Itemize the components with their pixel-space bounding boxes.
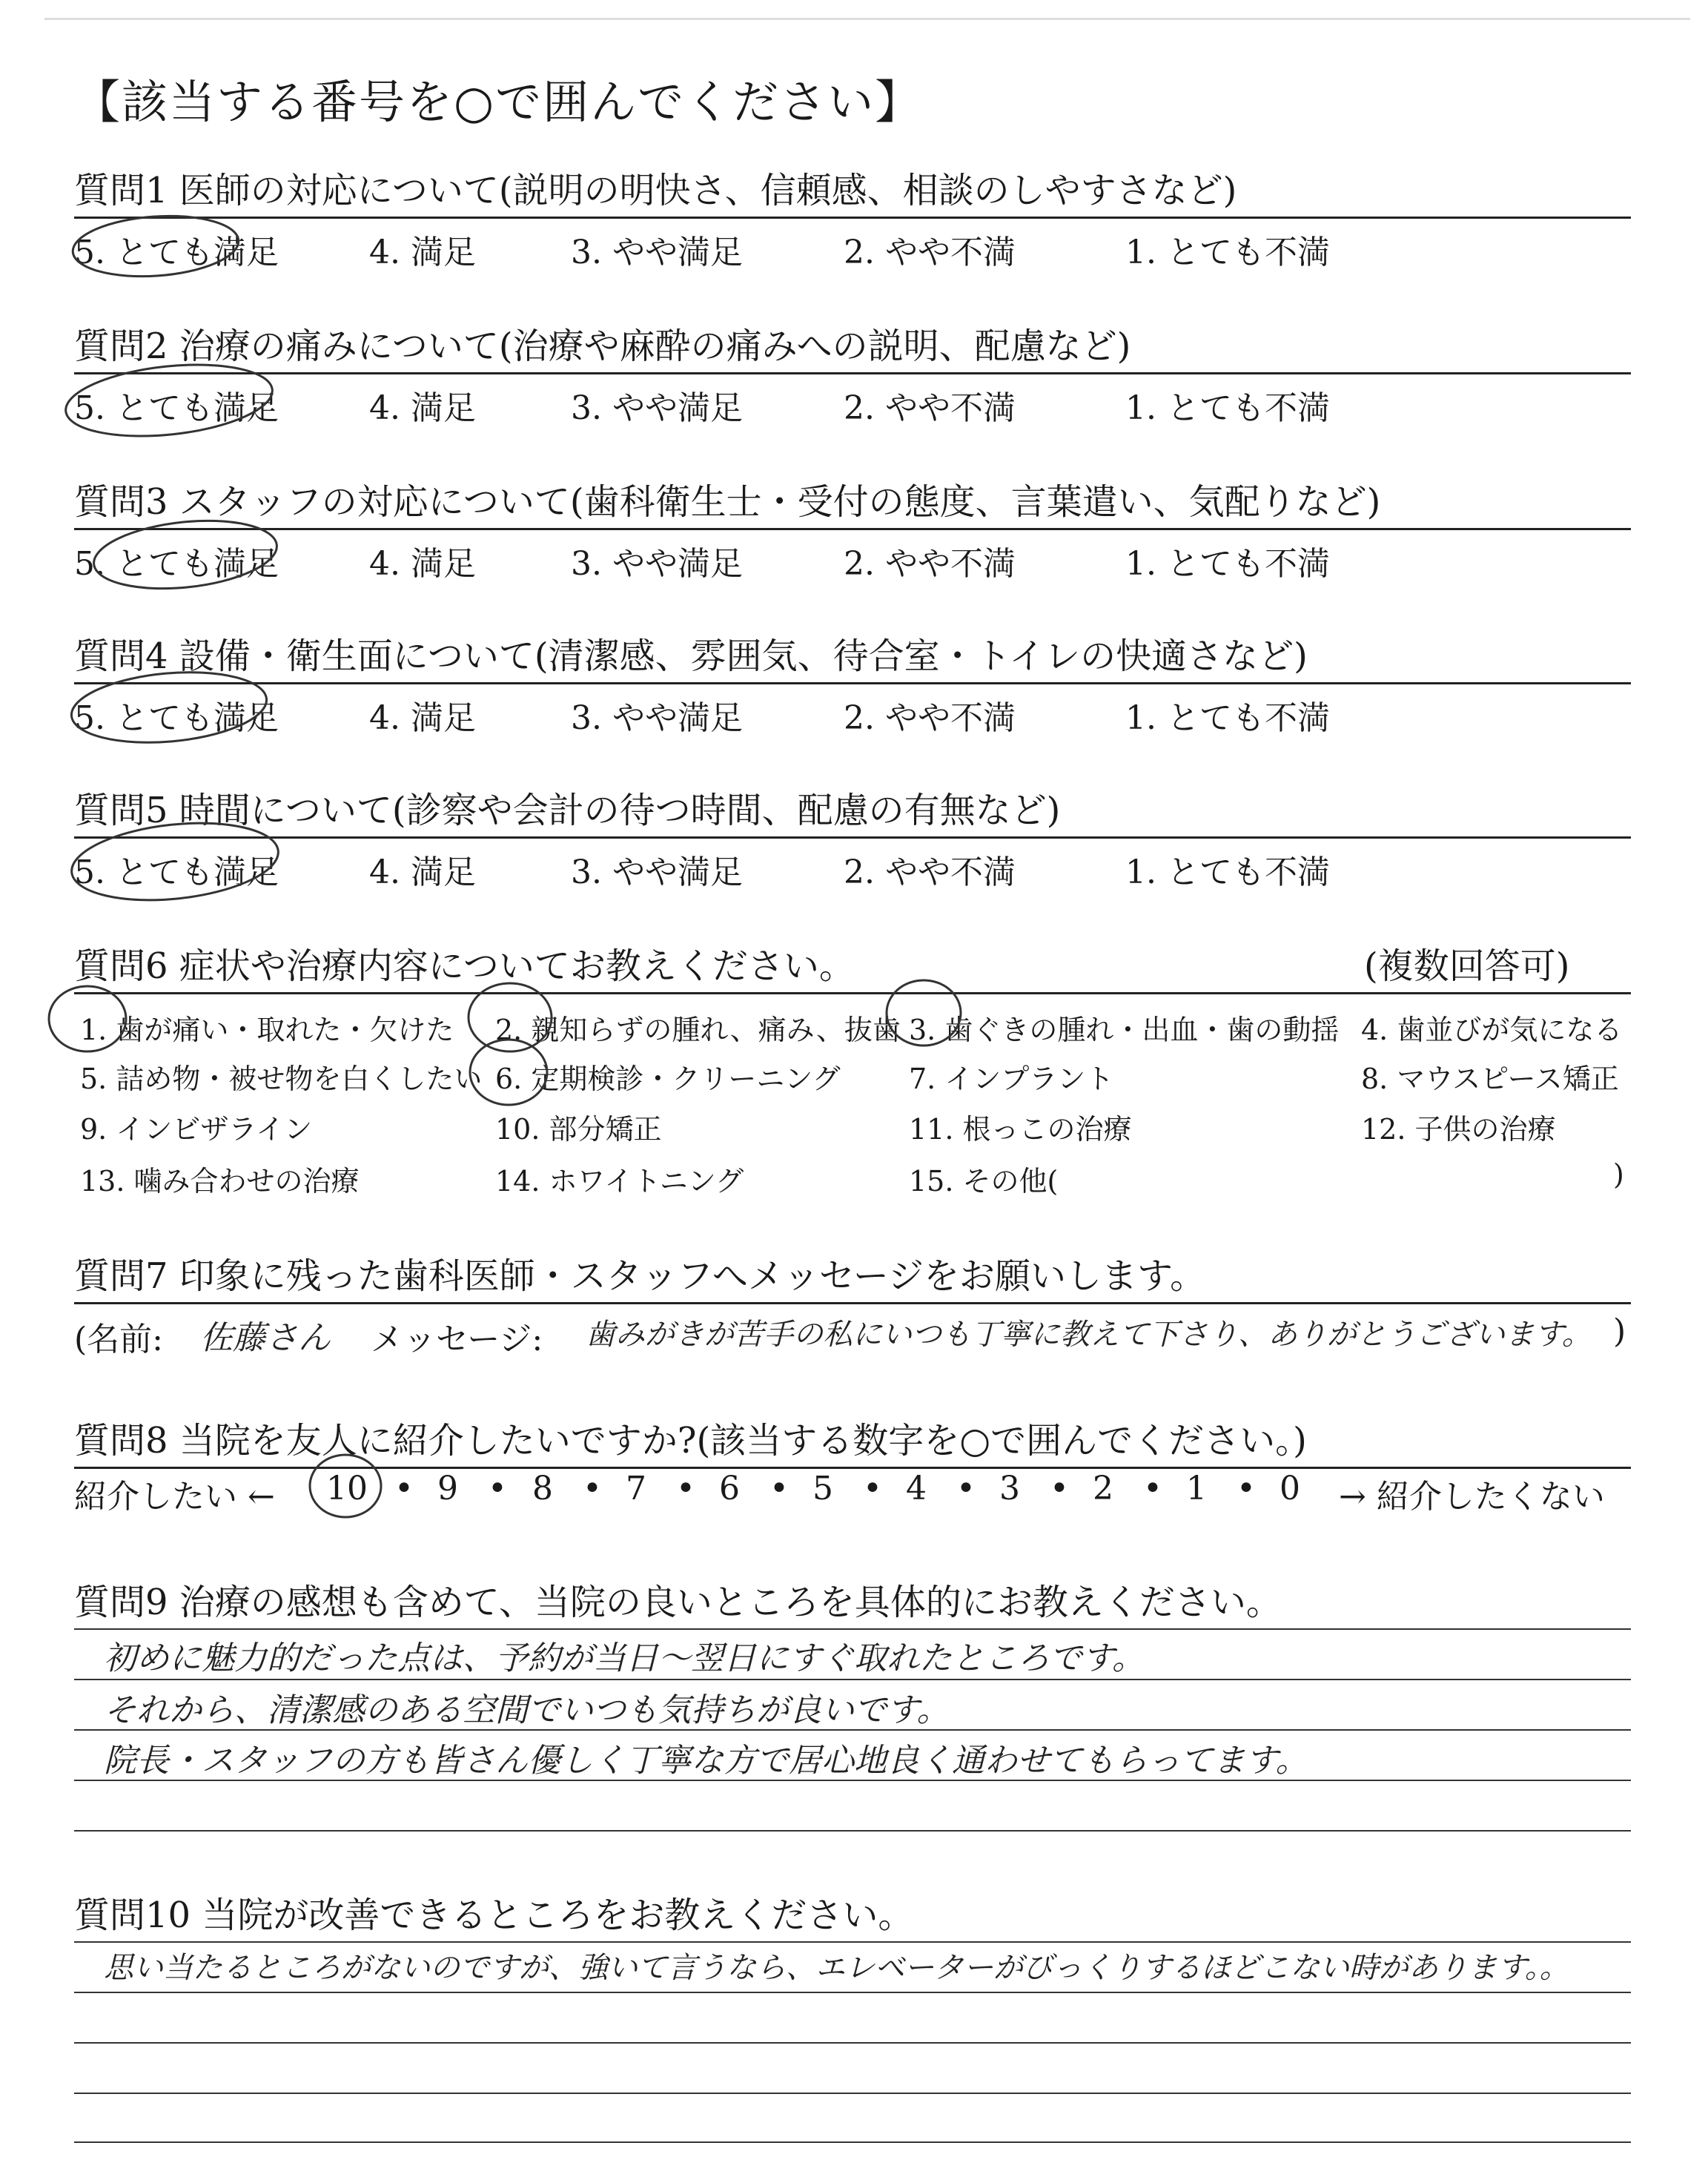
q8-score-1[interactable]: 1 bbox=[1186, 1470, 1207, 1507]
q6-option-13[interactable]: 13. 噛み合わせの治療 bbox=[80, 1165, 360, 1198]
q6-option-12[interactable]: 12. 子供の治療 bbox=[1361, 1113, 1556, 1146]
q5-label: 質問5 時間について(診察や会計の待つ時間、配慮の有無など) bbox=[74, 790, 1061, 831]
q3-option-1[interactable]: 1. とても不満 bbox=[1125, 545, 1330, 583]
q2-option-2[interactable]: 2. やや不満 bbox=[844, 389, 1016, 427]
q6-option-1[interactable]: 1. 歯が痛い・取れた・欠けた bbox=[80, 1014, 454, 1046]
q1-label: 質問1 医師の対応について(説明の明快さ、信頼感、相談のしやすさなど) bbox=[74, 170, 1237, 211]
q4-rule bbox=[74, 682, 1631, 684]
q8-left-label: 紹介したい ← bbox=[74, 1478, 275, 1516]
q8-score-8[interactable]: 8 bbox=[532, 1470, 553, 1507]
q9-line bbox=[74, 1628, 1631, 1630]
q3-option-5[interactable]: 5. とても満足 bbox=[74, 545, 279, 583]
q10-line bbox=[74, 2042, 1631, 2044]
q6-option-9[interactable]: 9. インビザライン bbox=[80, 1113, 313, 1146]
q10-line bbox=[74, 1992, 1631, 1993]
q6-option-6[interactable]: 6. 定期検診・クリーニング bbox=[495, 1063, 841, 1095]
q10-line bbox=[74, 2093, 1631, 2094]
q3-label: 質問3 スタッフの対応について(歯科衛生士・受付の態度、言葉遣い、気配りなど) bbox=[74, 481, 1381, 523]
q2-option-3[interactable]: 3. やや満足 bbox=[571, 389, 743, 427]
q9-line bbox=[74, 1729, 1631, 1731]
q2-rule bbox=[74, 372, 1631, 374]
q6-option-15-close: ) bbox=[1613, 1158, 1624, 1191]
q4-label: 質問4 設備・衛生面について(清潔感、雰囲気、待合室・トイレの快適さなど) bbox=[74, 635, 1308, 677]
q7-message-value[interactable]: 歯みがきが苦手の私にいつも丁寧に教えて下さり、ありがとうございます。 bbox=[586, 1318, 1592, 1352]
q8-score-2[interactable]: 2 bbox=[1093, 1470, 1113, 1507]
q1-option-2[interactable]: 2. やや不満 bbox=[844, 234, 1016, 271]
q6-option-14[interactable]: 14. ホワイトニング bbox=[495, 1165, 744, 1198]
q8-score-0[interactable]: 0 bbox=[1280, 1470, 1300, 1507]
q8-score-3[interactable]: 3 bbox=[999, 1470, 1020, 1507]
q2-option-1[interactable]: 1. とても不満 bbox=[1125, 389, 1330, 427]
q8-dot: • bbox=[394, 1470, 414, 1507]
q8-score-5[interactable]: 5 bbox=[812, 1470, 833, 1507]
q4-option-5[interactable]: 5. とても満足 bbox=[74, 699, 279, 737]
q8-rule bbox=[74, 1467, 1631, 1469]
q1-option-5[interactable]: 5. とても満足 bbox=[74, 234, 279, 271]
q6-option-15[interactable]: 15. その他( bbox=[909, 1165, 1059, 1198]
q8-dot: • bbox=[863, 1470, 882, 1507]
q4-option-2[interactable]: 2. やや不満 bbox=[844, 699, 1016, 737]
q7-name-value[interactable]: 佐藤さん bbox=[200, 1319, 331, 1357]
q8-dot: • bbox=[488, 1470, 507, 1507]
q9-answer-line-1[interactable]: 初めに魅力的だった点は、予約が当日〜翌日にすぐ取れたところです。 bbox=[104, 1639, 1145, 1677]
q8-dot: • bbox=[583, 1470, 602, 1507]
q2-option-5[interactable]: 5. とても満足 bbox=[74, 389, 279, 427]
q6-option-11[interactable]: 11. 根っこの治療 bbox=[909, 1113, 1132, 1146]
q8-dot: • bbox=[956, 1470, 976, 1507]
q1-option-3[interactable]: 3. やや満足 bbox=[571, 234, 743, 271]
q10-answer-line-1[interactable]: 思い当たるところがないのですが、強いて言うなら、エレベーターがびっくりするほどこない時があります。。 bbox=[104, 1951, 1569, 1985]
q6-option-2[interactable]: 2. 親知らずの腫れ、痛み、抜歯 bbox=[495, 1014, 901, 1046]
q7-close: ) bbox=[1613, 1312, 1626, 1350]
q3-option-4[interactable]: 4. 満足 bbox=[369, 545, 476, 583]
q5-option-4[interactable]: 4. 満足 bbox=[369, 853, 476, 891]
q6-option-7[interactable]: 7. インプラント bbox=[909, 1063, 1114, 1095]
q5-option-1[interactable]: 1. とても不満 bbox=[1125, 853, 1330, 891]
q6-option-4[interactable]: 4. 歯並びが気になる bbox=[1361, 1014, 1623, 1046]
q8-score-7[interactable]: 7 bbox=[626, 1470, 646, 1507]
q4-option-1[interactable]: 1. とても不満 bbox=[1125, 699, 1330, 737]
q9-answer-line-3[interactable]: 院長・スタッフの方も皆さん優しく丁寧な方で居心地良く通わせてもらってます。 bbox=[104, 1742, 1308, 1780]
q9-line bbox=[74, 1780, 1631, 1781]
page-title: 【該当する番号を○で囲んでください】 bbox=[74, 75, 923, 129]
q10-line bbox=[74, 1941, 1631, 1943]
q8-dot: • bbox=[1237, 1470, 1256, 1507]
q10-label: 質問10 当院が改善できるところをお教えください。 bbox=[74, 1895, 914, 1936]
q6-rule bbox=[74, 992, 1631, 994]
q10-line bbox=[74, 2141, 1631, 2143]
q3-option-3[interactable]: 3. やや満足 bbox=[571, 545, 743, 583]
q7-message-label: メッセージ: bbox=[371, 1321, 543, 1358]
q3-rule bbox=[74, 528, 1631, 530]
q7-label: 質問7 印象に残った歯科医師・スタッフへメッセージをお願いします。 bbox=[74, 1255, 1206, 1297]
q8-dot: • bbox=[1050, 1470, 1069, 1507]
q6-option-5[interactable]: 5. 詰め物・被せ物を白くしたい bbox=[80, 1063, 483, 1095]
q8-score-4[interactable]: 4 bbox=[906, 1470, 927, 1507]
q5-rule bbox=[74, 836, 1631, 839]
q6-option-3[interactable]: 3. 歯ぐきの腫れ・出血・歯の動揺 bbox=[909, 1014, 1340, 1046]
q9-line bbox=[74, 1679, 1631, 1680]
q5-option-3[interactable]: 3. やや満足 bbox=[571, 853, 743, 891]
q2-label: 質問2 治療の痛みについて(治療や麻酔の痛みへの説明、配慮など) bbox=[74, 326, 1131, 367]
q6-label: 質問6 症状や治療内容についてお教えください。 bbox=[74, 945, 855, 987]
q9-label: 質問9 治療の感想も含めて、当院の良いところを具体的にお教えください。 bbox=[74, 1582, 1282, 1623]
q7-name-label: (名前: bbox=[74, 1321, 163, 1358]
q6-option-8[interactable]: 8. マウスピース矯正 bbox=[1361, 1063, 1619, 1095]
q2-option-4[interactable]: 4. 満足 bbox=[369, 389, 476, 427]
q6-option-10[interactable]: 10. 部分矯正 bbox=[495, 1113, 662, 1146]
q1-rule bbox=[74, 217, 1631, 219]
q4-option-3[interactable]: 3. やや満足 bbox=[571, 699, 743, 737]
q9-answer-line-2[interactable]: それから、清潔感のある空間でいつも気持ちが良いです。 bbox=[104, 1691, 950, 1729]
q5-option-5[interactable]: 5. とても満足 bbox=[74, 853, 279, 891]
q3-option-2[interactable]: 2. やや不満 bbox=[844, 545, 1016, 583]
scan-edge bbox=[44, 18, 1690, 20]
q6-note: (複数回答可) bbox=[1364, 945, 1570, 987]
q8-dot: • bbox=[769, 1470, 789, 1507]
q4-option-4[interactable]: 4. 満足 bbox=[369, 699, 476, 737]
q8-score-6[interactable]: 6 bbox=[719, 1470, 740, 1507]
q5-option-2[interactable]: 2. やや不満 bbox=[844, 853, 1016, 891]
q8-score-9[interactable]: 9 bbox=[437, 1470, 458, 1507]
q1-option-4[interactable]: 4. 満足 bbox=[369, 234, 476, 271]
q8-right-label: → 紹介したくない bbox=[1339, 1478, 1605, 1516]
q8-score-10[interactable]: 10 bbox=[326, 1470, 368, 1507]
q9-line bbox=[74, 1830, 1631, 1832]
q8-label: 質問8 当院を友人に紹介したいですか?(該当する数字を○で囲んでください。) bbox=[74, 1420, 1307, 1462]
q8-dot: • bbox=[676, 1470, 695, 1507]
q1-option-1[interactable]: 1. とても不満 bbox=[1125, 234, 1330, 271]
q8-dot: • bbox=[1143, 1470, 1162, 1507]
q7-rule bbox=[74, 1302, 1631, 1304]
